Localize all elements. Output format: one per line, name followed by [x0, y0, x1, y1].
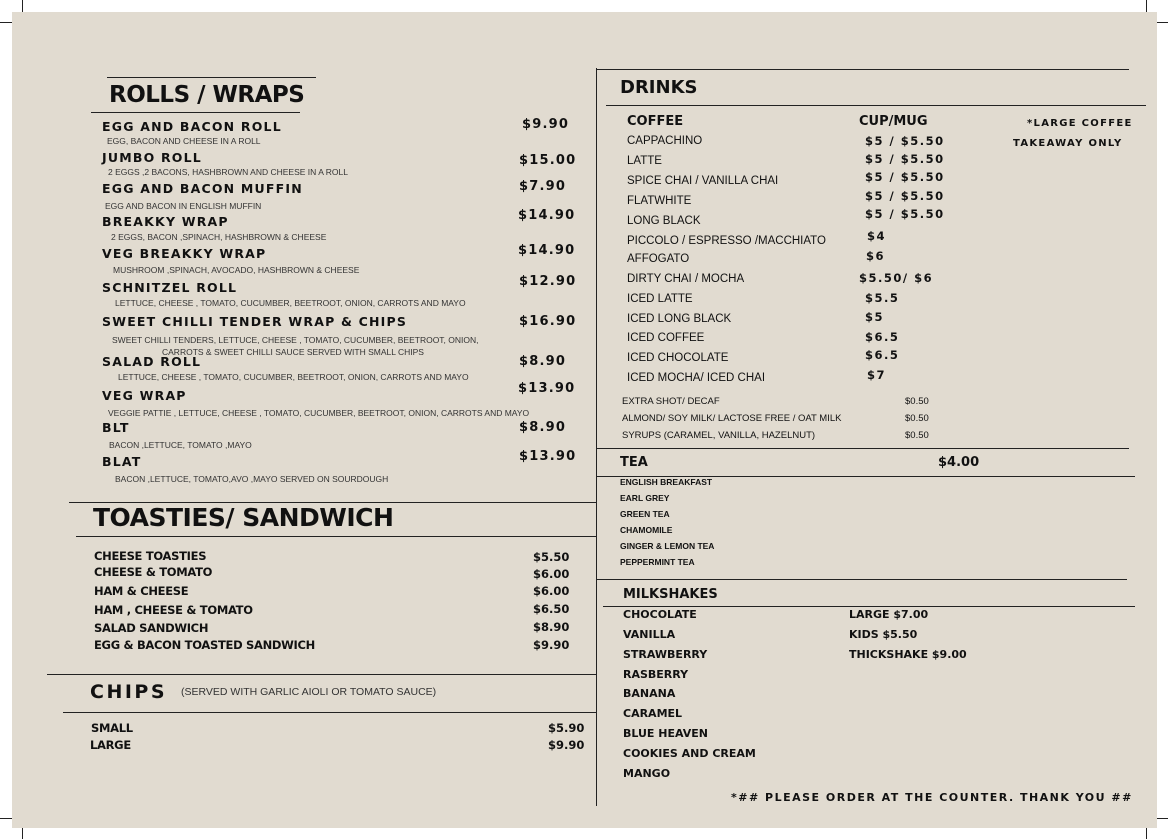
list-item: PEPPERMINT TEA — [620, 557, 695, 567]
item-price: $9.90 — [533, 638, 570, 652]
item-name: BLT — [102, 420, 130, 435]
item-name: HAM & CHEESE — [94, 584, 189, 598]
milkshake-price: KIDS $5.50 — [849, 628, 918, 641]
milkshakes-heading: MILKSHAKES — [623, 587, 718, 602]
item-price: $8.90 — [519, 354, 567, 369]
milkshake-price: LARGE $7.00 — [849, 608, 929, 621]
item-name: SCHNITZEL ROLL — [102, 280, 238, 295]
item-price: $9.90 — [548, 738, 585, 752]
item-price: $14.90 — [518, 208, 576, 223]
item-price: $4 — [867, 229, 887, 243]
item-desc: EGG, BACON AND CHEESE IN A ROLL — [107, 136, 261, 146]
coffee-heading: COFFEE — [627, 114, 684, 129]
tea-price: $4.00 — [938, 455, 980, 470]
chips-note: (SERVED WITH GARLIC AIOLI OR TOMATO SAUCE) — [181, 686, 437, 698]
tea-heading: TEA — [620, 455, 648, 470]
item-desc: BACON ,LETTUCE, TOMATO,AVO ,MAYO SERVED ON SOURDOUGH — [115, 474, 389, 484]
item-price: $12.90 — [519, 274, 577, 289]
list-item: STRAWBERRY — [623, 648, 708, 661]
item-price: $15.00 — [519, 153, 577, 168]
item-desc: LETTUCE, CHEESE , TOMATO, CUCUMBER, BEETROOT, ONION, CARROTS AND MAYO — [118, 372, 469, 382]
item-price: $5 / $5.50 — [865, 152, 945, 166]
list-item: VANILLA — [623, 628, 676, 641]
item-name: ICED COFFEE — [627, 332, 705, 344]
item-price: $5.50 — [533, 550, 570, 564]
item-desc: SWEET CHILLI TENDERS, LETTUCE, CHEESE , TOMATO, CUCUMBER, BEETROOT, ONION, — [112, 335, 479, 345]
item-name: LONG BLACK — [627, 215, 701, 227]
item-desc: 2 EGGS, BACON ,SPINACH, HASHBROWN & CHEESE — [111, 232, 327, 242]
chips-heading: CHIPS — [90, 681, 168, 703]
item-price: $7.90 — [519, 179, 567, 194]
item-name: VEG WRAP — [102, 388, 187, 403]
item-name: BLAT — [102, 454, 142, 469]
takeaway-note: TAKEAWAY ONLY — [1013, 138, 1123, 149]
item-price: $5 / $5.50 — [865, 170, 945, 184]
item-name: ICED CHOCOLATE — [627, 352, 729, 364]
item-name: JUMBO ROLL — [102, 150, 202, 165]
drinks-heading: DRINKS — [620, 77, 698, 98]
item-price: $6 — [866, 249, 886, 263]
list-item: CARAMEL — [623, 707, 683, 720]
list-item: BANANA — [623, 687, 676, 700]
item-price: $8.90 — [533, 620, 570, 634]
list-item: BLUE HEAVEN — [623, 727, 708, 740]
list-item: RASBERRY — [623, 668, 689, 681]
item-name: EGG AND BACON ROLL — [102, 119, 282, 134]
milkshake-price: THICKSHAKE $9.00 — [849, 648, 967, 661]
item-price: $5 / $5.50 — [865, 134, 945, 148]
item-name: BREAKKY WRAP — [102, 214, 229, 229]
item-name: PICCOLO / ESPRESSO /MACCHIATO — [627, 235, 826, 247]
cup-mug-label: CUP/MUG — [859, 114, 928, 129]
list-item: MANGO — [623, 767, 671, 780]
item-name: SWEET CHILLI TENDER WRAP & CHIPS — [102, 314, 408, 329]
item-name: HAM , CHEESE & TOMATO — [94, 603, 253, 617]
extra-price: $0.50 — [905, 413, 929, 424]
item-price: $9.90 — [522, 117, 570, 132]
item-price: $5.90 — [548, 721, 585, 735]
item-price: $6.00 — [533, 567, 570, 581]
item-price: $7 — [867, 368, 887, 382]
order-at-counter-note: *## PLEASE ORDER AT THE COUNTER. THANK YOU ## — [731, 791, 1133, 804]
item-name: ICED LONG BLACK — [627, 313, 732, 325]
item-price: $8.90 — [519, 420, 567, 435]
item-name: SMALL — [91, 721, 133, 735]
rolls-heading: ROLLS / WRAPS — [109, 82, 305, 108]
item-desc: 2 EGGS ,2 BACONS, HASHBROWN AND CHEESE IN A ROLL — [108, 167, 348, 177]
item-price: $6.00 — [533, 584, 570, 598]
item-name: LARGE — [90, 738, 131, 752]
large-coffee-note: *LARGE COFFEE — [1027, 118, 1133, 129]
item-name: ICED MOCHA/ ICED CHAI — [627, 372, 766, 384]
item-price: $5 / $5.50 — [865, 207, 945, 221]
list-item: GREEN TEA — [620, 509, 670, 519]
item-desc-line-2: CARROTS & SWEET CHILLI SAUCE SERVED WITH SMALL CHIPS — [162, 347, 424, 357]
item-name: CHEESE TOASTIES — [94, 549, 207, 563]
item-price: $5 — [865, 310, 885, 324]
item-name: SALAD SANDWICH — [94, 621, 209, 635]
item-name: FLATWHITE — [627, 195, 692, 207]
item-desc: LETTUCE, CHEESE , TOMATO, CUCUMBER, BEETROOT, ONION, CARROTS AND MAYO — [115, 298, 466, 308]
item-name: EGG AND BACON MUFFIN — [102, 181, 303, 196]
list-item: COOKIES AND CREAM — [623, 747, 756, 760]
item-price: $5.5 — [865, 291, 900, 305]
item-desc: EGG AND BACON IN ENGLISH MUFFIN — [105, 201, 262, 211]
item-price: $13.90 — [519, 449, 577, 464]
list-item: ENGLISH BREAKFAST — [620, 477, 713, 487]
item-price: $5.50/ $6 — [859, 271, 934, 285]
item-price: $6.5 — [865, 348, 900, 362]
item-price: $5 / $5.50 — [865, 189, 945, 203]
item-name: ICED LATTE — [627, 293, 693, 305]
item-desc: MUSHROOM ,SPINACH, AVOCADO, HASHBROWN & CHEESE — [113, 265, 360, 275]
list-item: GINGER & LEMON TEA — [620, 541, 715, 551]
extra-price: $0.50 — [905, 430, 929, 441]
extra-name: ALMOND/ SOY MILK/ LACTOSE FREE / OAT MILK — [622, 413, 842, 424]
item-price: $16.90 — [519, 314, 577, 329]
item-name: CHEESE & TOMATO — [94, 565, 213, 579]
menu-sheet — [12, 12, 1157, 828]
item-name: AFFOGATO — [627, 253, 690, 265]
column-divider — [596, 68, 597, 806]
extra-name: SYRUPS (CARAMEL, VANILLA, HAZELNUT) — [622, 430, 816, 441]
item-name: SPICE CHAI / VANILLA CHAI — [627, 175, 779, 187]
extra-price: $0.50 — [905, 396, 929, 407]
list-item: CHAMOMILE — [620, 525, 673, 535]
extra-name: EXTRA SHOT/ DECAF — [622, 396, 720, 407]
toasties-heading: TOASTIES/ SANDWICH — [93, 503, 394, 532]
item-price: $6.5 — [865, 330, 900, 344]
item-desc: BACON ,LETTUCE, TOMATO ,MAYO — [109, 440, 252, 450]
list-item: CHOCOLATE — [623, 608, 697, 621]
item-price: $13.90 — [518, 381, 576, 396]
item-name: CAPPACHINO — [627, 135, 703, 147]
item-desc: VEGGIE PATTIE , LETTUCE, CHEESE , TOMATO, CUCUMBER, BEETROOT, ONION, CARROTS AND MAYO — [108, 408, 530, 418]
item-name: VEG BREAKKY WRAP — [102, 246, 267, 261]
item-price: $14.90 — [518, 243, 576, 258]
list-item: EARL GREY — [620, 493, 670, 503]
item-name: SALAD ROLL — [102, 354, 202, 369]
item-price: $6.50 — [533, 602, 570, 616]
item-name: LATTE — [627, 155, 662, 167]
item-name: DIRTY CHAI / MOCHA — [627, 273, 745, 285]
item-name: EGG & BACON TOASTED SANDWICH — [94, 638, 316, 652]
